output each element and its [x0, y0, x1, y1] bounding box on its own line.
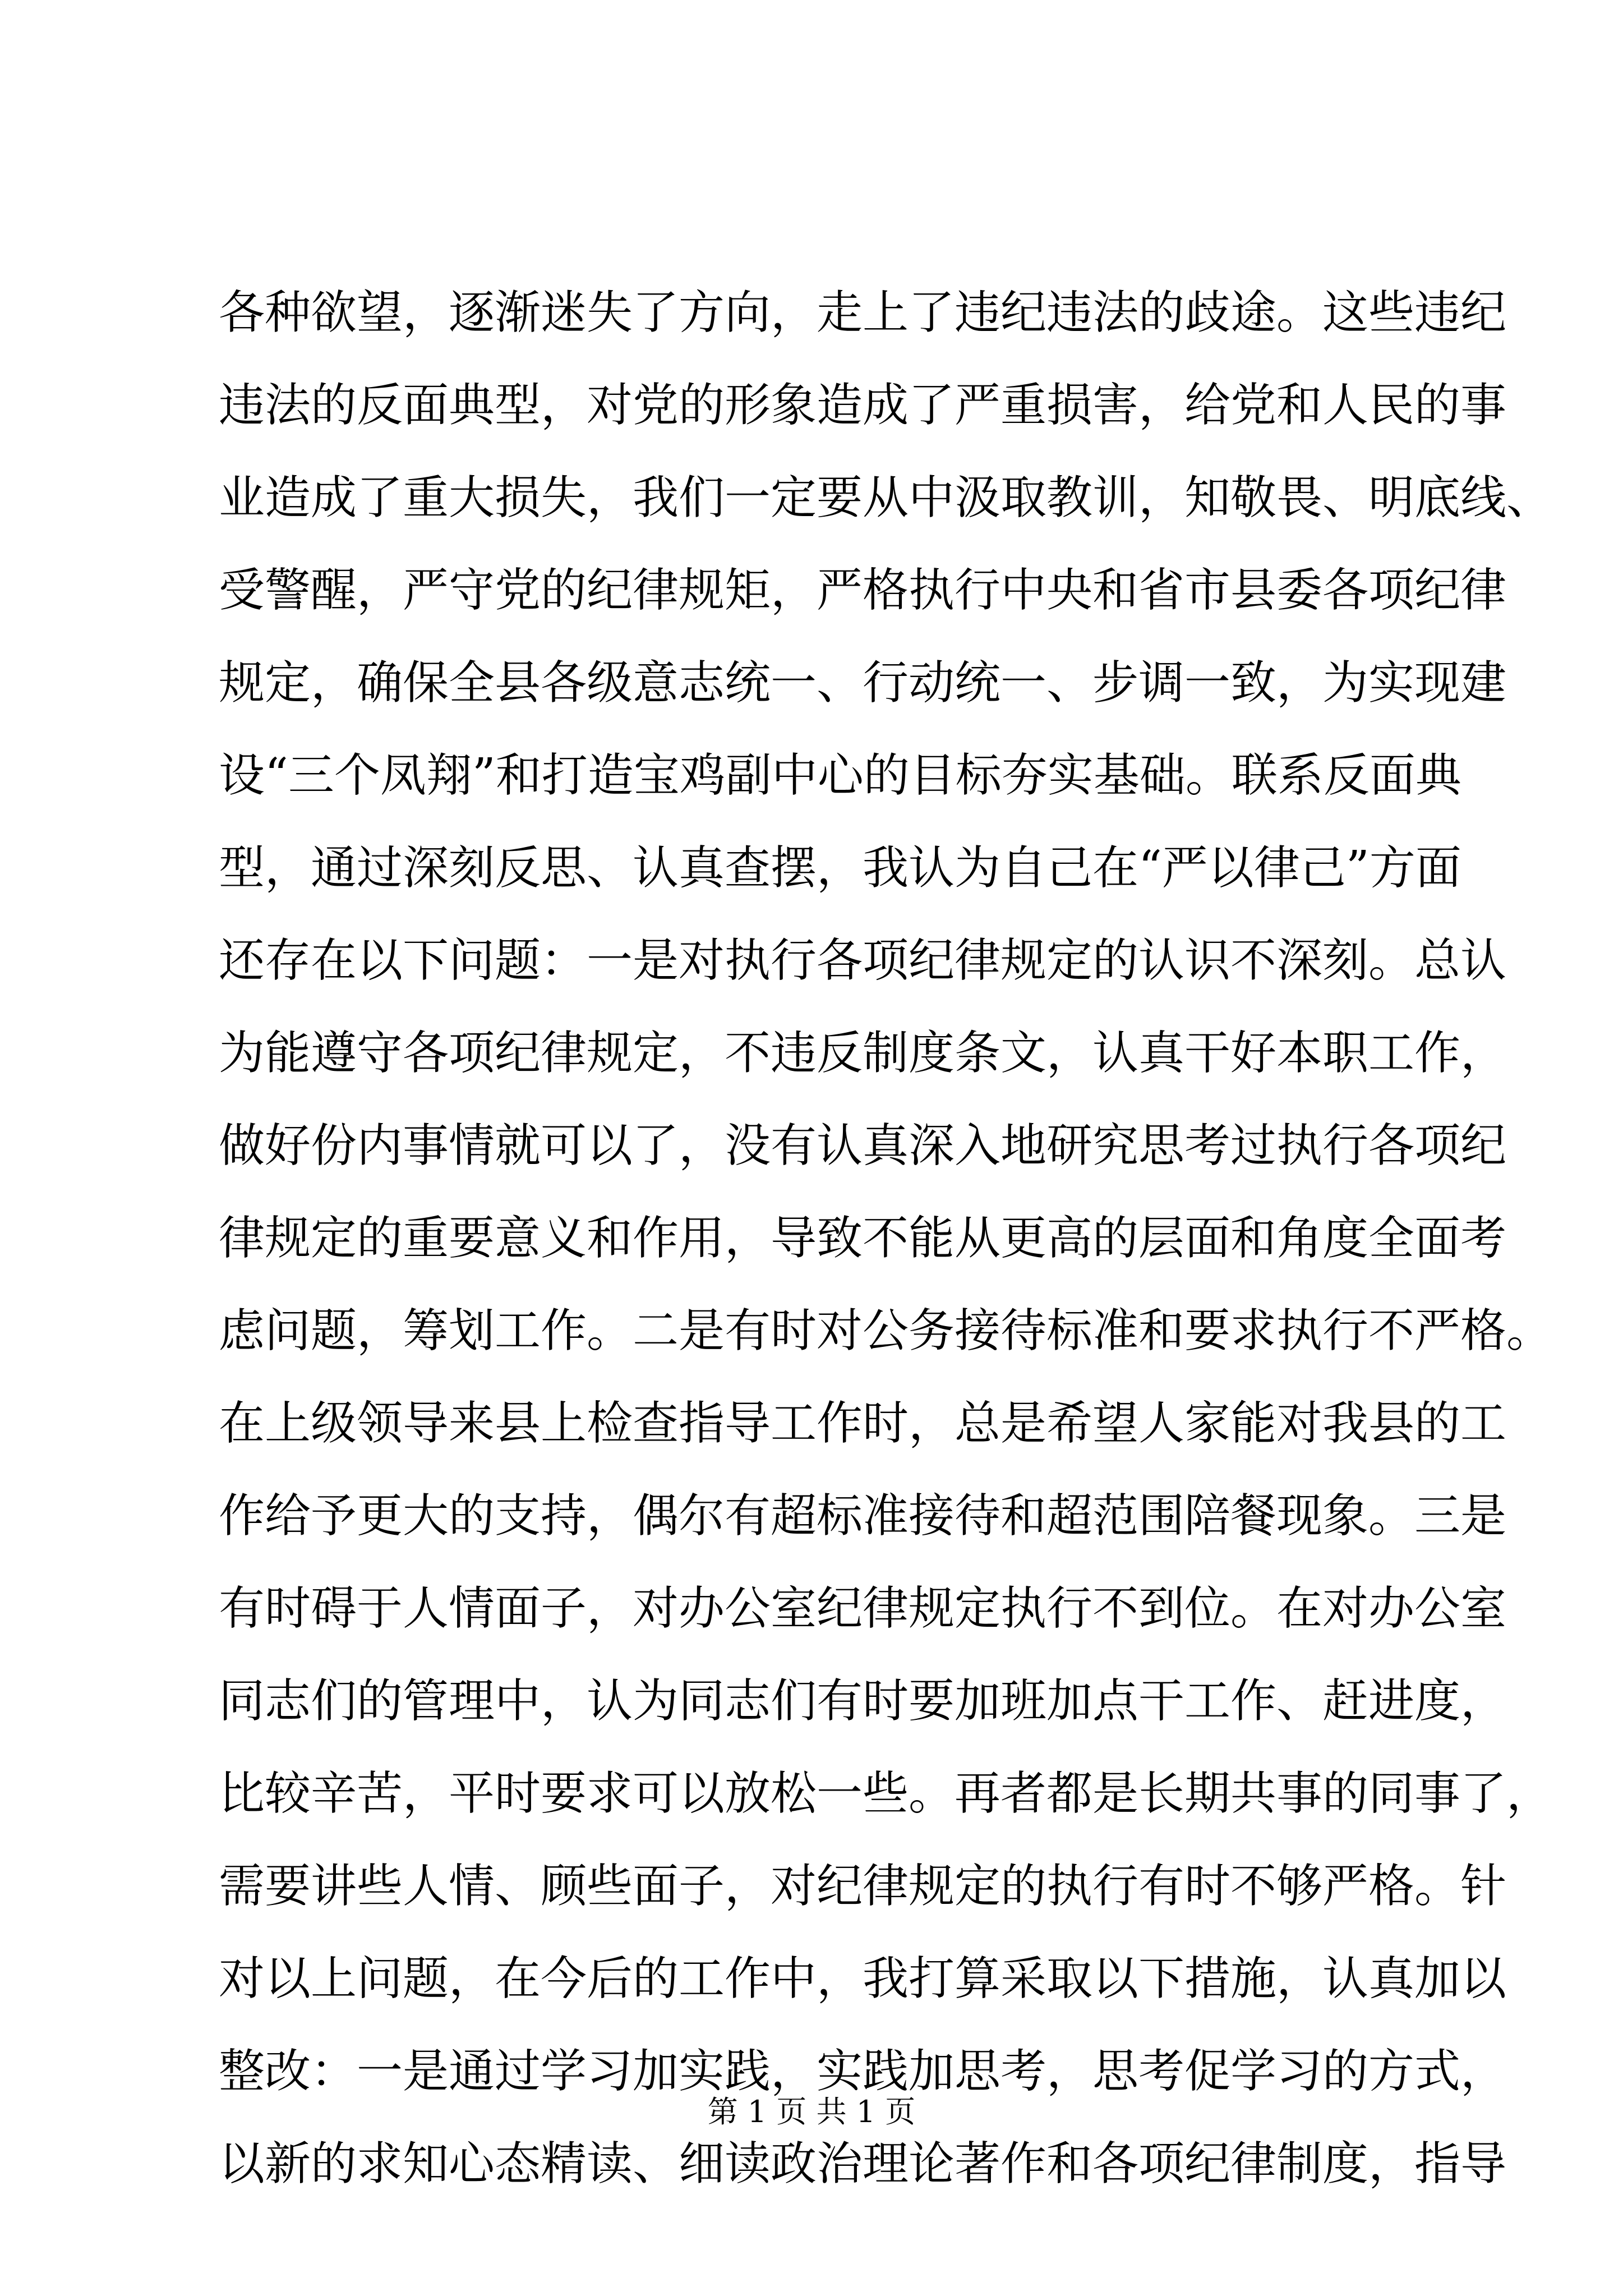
text-line: 以新的求知心态精读、细读政治理论著作和各项纪律制度，指导 [219, 2137, 1507, 2191]
text-line: 有时碍于人情面子，对办公室纪律规定执行不到位。在对办公室 [219, 1582, 1507, 1635]
text-line: 整改：一是通过学习加实践，实践加思考，思考促学习的方式， [219, 2045, 1507, 2098]
text-line: 做好份内事情就可以了，没有认真深入地研究思考过执行各项纪 [219, 1119, 1507, 1172]
text-line: 各种欲望，逐渐迷失了方向，走上了违纪违法的歧途。这些违纪 [219, 286, 1507, 339]
text-line: 违法的反面典型，对党的形象造成了严重损害，给党和人民的事 [219, 379, 1507, 432]
body-text [219, 266, 1553, 2210]
text-line: 同志们的管理中，认为同志们有时要加班加点干工作、赶进度， [219, 1674, 1507, 1728]
text-line: 在上级领导来县上检查指导工作时，总是希望人家能对我县的工 [219, 1397, 1507, 1450]
text-line: 对以上问题，在今后的工作中，我打算采取以下措施，认真加以 [219, 1952, 1507, 2005]
text-line: 型，通过深刻反思、认真查摆，我认为自己在“严以律己”方面 [219, 841, 1461, 895]
text-line: 需要讲些人情、顾些面子，对纪律规定的执行有时不够严格。针 [219, 1860, 1507, 1913]
text-line: 受警醒，严守党的纪律规矩，严格执行中央和省市县委各项纪律 [219, 564, 1507, 617]
text-line: 为能遵守各项纪律规定，不违反制度条文，认真干好本职工作， [219, 1027, 1507, 1080]
text-line: 作给予更大的支持，偶尔有超标准接待和超范围陪餐现象。三是 [219, 1489, 1507, 1543]
text-line: 虑问题，筹划工作。二是有时对公务接待标准和要求执行不严格。 [219, 1304, 1553, 1358]
text-line: 律规定的重要意义和作用，导致不能从更高的层面和角度全面考 [219, 1212, 1507, 1265]
text-line: 规定，确保全县各级意志统一、行动统一、步调一致，为实现建 [219, 656, 1507, 710]
text-line: 比较辛苦，平时要求可以放松一些。再者都是长期共事的同事了， [219, 1767, 1553, 1820]
page-number-label: 第 1 页 共 1 页 [707, 2094, 916, 2129]
text-line: 业造成了重大损失，我们一定要从中汲取教训，知敬畏、明底线、 [219, 471, 1553, 524]
text-line: 设“三个凤翔”和打造宝鸡副中心的目标夯实基础。联系反面典 [219, 749, 1461, 802]
text-line: 还存在以下问题：一是对执行各项纪律规定的认识不深刻。总认 [219, 934, 1507, 987]
page-footer [0, 2090, 1623, 2134]
